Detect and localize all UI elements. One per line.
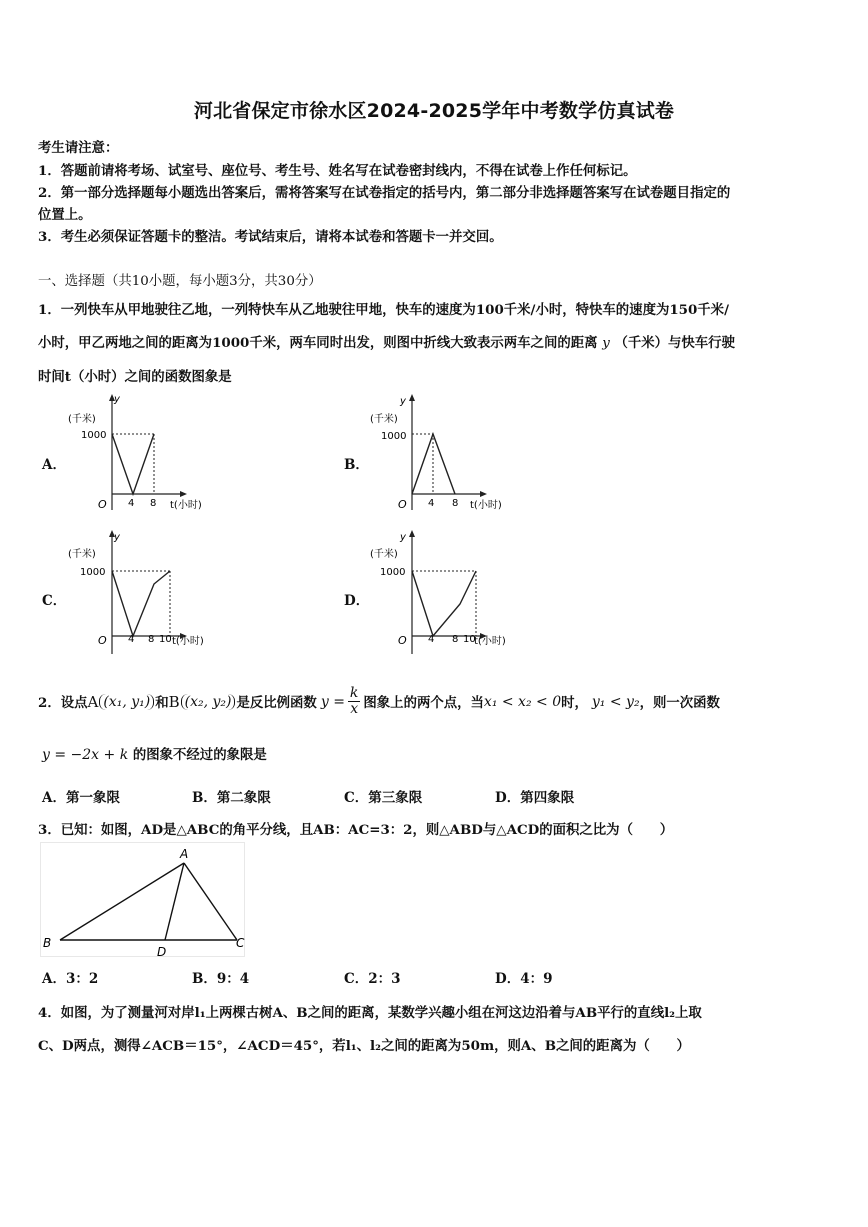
q2-frac-den: x [350, 701, 359, 717]
graph-a-unit: (千米) [68, 414, 96, 425]
q1-graph-b [360, 392, 530, 517]
q1-line-2 [38, 332, 735, 351]
q1-option-c-label[interactable]: C． [42, 593, 67, 609]
graph-b-tick-8: 8 [452, 498, 459, 509]
q4-line-2: C、D两点，测得∠ACB＝15°，∠ACD＝45°，若l₁、l₂之间的距离为50m，则A、B之间的距离为（ ） [38, 1038, 690, 1054]
graph-d-unit: (千米) [370, 549, 398, 560]
q3-label-d: D [157, 945, 167, 959]
q3-label-b: B [43, 936, 52, 950]
section-heading: 一、选择题（共10小题，每小题3分，共30分） [38, 274, 322, 289]
q1-y-variable: y [602, 336, 610, 351]
graph-a-t-axis: t(小时) [170, 500, 202, 511]
q2-point-b: B [168, 692, 180, 711]
q2-prefix: 2．设点 [38, 695, 88, 711]
q3-label-a: A [180, 847, 189, 861]
graph-c-tick-8: 8 [148, 634, 155, 645]
q3-option-c[interactable]: C．2：3 [344, 971, 401, 987]
graph-c-t-axis: t(小时) [172, 636, 204, 647]
page-title: 河北省保定市徐水区2024-2025学年中考数学仿真试卷 [193, 100, 675, 122]
q2-line-1 [38, 686, 720, 717]
graph-b-t-axis: t(小时) [470, 500, 502, 511]
q4-line-1: 4．如图，为了测量河对岸l₁上两棵古树A、B之间的距离，某数学兴趣小组在河这边沿着与AB平行的直线l₂上取 [38, 1005, 702, 1021]
graph-b-unit: (千米) [370, 414, 398, 425]
graph-d-tick-10: 10 [463, 634, 476, 645]
q2-and: 和 [155, 695, 169, 711]
q2-option-a[interactable]: A．第一象限 [42, 790, 120, 806]
q1-line-2-text: 小时，甲乙两地之间的距离为1000千米，两车同时出发，则图中折线大致表示两车之间的距离 [38, 335, 598, 351]
q2-func-y: y = [320, 693, 345, 710]
graph-b-1000: 1000 [381, 431, 407, 442]
q1-graph-c [60, 528, 230, 658]
graph-a-1000: 1000 [81, 430, 107, 441]
q1-option-a-label[interactable]: A． [42, 457, 66, 473]
q2-option-d[interactable]: D．第四象限 [495, 790, 575, 806]
q2-option-c[interactable]: C．第三象限 [344, 790, 423, 806]
q2-option-b[interactable]: B．第二象限 [192, 790, 271, 806]
graph-b-y-label: y [400, 396, 406, 407]
q2-frac-num: k [349, 685, 359, 701]
graph-c-tick-4: 4 [128, 634, 135, 645]
graph-c-1000: 1000 [80, 567, 106, 578]
q3-option-b[interactable]: B．9：4 [192, 971, 250, 987]
graph-d-y-label: y [400, 532, 406, 543]
q3-option-d[interactable]: D．4：9 [495, 971, 553, 987]
q3-option-a[interactable]: A．3：2 [42, 971, 99, 987]
q2-mid2: 图象上的两个点，当 [363, 695, 484, 711]
graph-c-y-label: y [114, 532, 120, 543]
notice-item-2-cont: 位置上。 [38, 207, 92, 223]
q1-line-2-tail: （千米）与快车行驶 [614, 335, 735, 351]
q3-text: 3．已知：如图，AD是△ABC的角平分线，且AB：AC=3：2，则△ABD与△ACD的面积之比为（ ） [38, 822, 674, 838]
q2-point-b-coord: (x₂, y₂) [181, 694, 236, 710]
notice-item-3: 3．考生必须保证答题卡的整洁。考试结束后，请将本试卷和答题卡一并交回。 [38, 229, 503, 245]
q3-label-c: C [236, 936, 245, 950]
q1-graph-d [360, 528, 530, 658]
graph-b-tick-4: 4 [428, 498, 435, 509]
q1-option-d-label[interactable]: D． [344, 593, 370, 609]
notice-item-1: 1．答题前请将考场、试室号、座位号、考生号、姓名写在试卷密封线内，不得在试卷上作任何标记。 [38, 163, 637, 179]
q2-point-a: A [87, 692, 99, 711]
q1-line-1: 1．一列快车从甲地驶往乙地，一列特快车从乙地驶往甲地，快车的速度为100千米/小时，特快车的速度为150千米/ [38, 302, 729, 318]
graph-d-origin: O [398, 634, 407, 647]
notice-item-2: 2．第一部分选择题每小题选出答案后，需将答案写在试卷指定的括号内，第二部分非选择题答案写在试卷题目指定的 [38, 185, 731, 201]
q3-triangle-figure [40, 842, 250, 962]
graph-b-origin: O [398, 498, 407, 511]
graph-a-tick-8: 8 [150, 498, 157, 509]
graph-a-tick-4: 4 [128, 498, 135, 509]
q2-point-a-coord: (x₁, y₁) [99, 694, 154, 710]
q2-linear-func: y = −2x + k [42, 747, 129, 763]
q1-option-b-label[interactable]: B． [344, 457, 369, 473]
graph-c-tick-10: 10 [159, 634, 172, 645]
graph-d-tick-4: 4 [428, 634, 435, 645]
q2-mid3: 时， [561, 695, 588, 711]
graph-a-y-label: y [114, 394, 120, 405]
notice-heading: 考生请注意： [38, 140, 119, 156]
graph-c-unit: (千米) [68, 549, 96, 560]
q2-line-2 [38, 744, 267, 763]
graph-a-origin: O [98, 498, 107, 511]
q2-suffix: ，则一次函数 [639, 695, 720, 711]
q1-graph-a [60, 392, 230, 517]
graph-d-t-axis: t(小时) [474, 636, 506, 647]
graph-d-tick-8: 8 [452, 634, 459, 645]
graph-c-origin: O [98, 634, 107, 647]
q2-cond2: y₁ < y₂ [591, 693, 640, 710]
q2-fraction [348, 686, 360, 717]
q2-cond1: x₁ < x₂ < 0 [483, 693, 562, 710]
graph-d-1000: 1000 [380, 567, 406, 578]
q2-mid: 是反比例函数 [236, 695, 317, 711]
q2-line-2-text: 的图象不经过的象限是 [132, 747, 267, 763]
q1-line-3: 时间t（小时）之间的函数图象是 [38, 369, 232, 385]
